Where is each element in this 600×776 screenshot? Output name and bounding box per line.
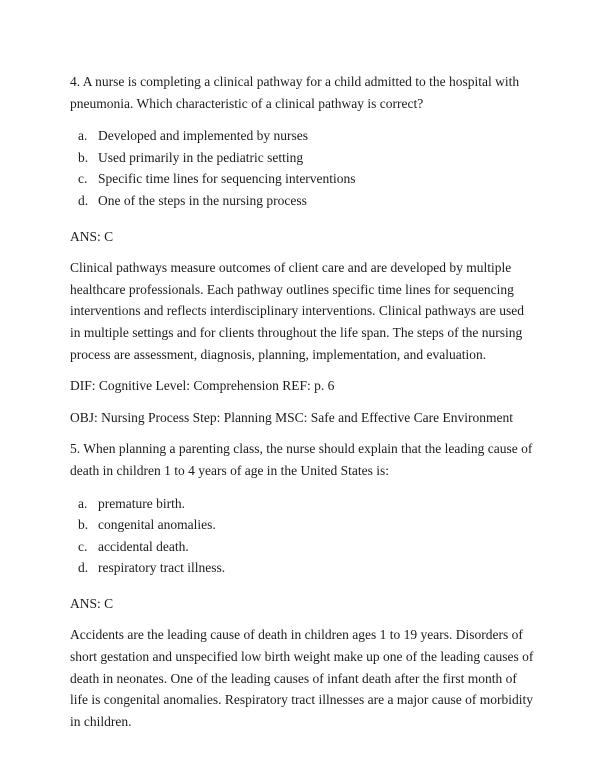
- answer-label: ANS:: [70, 228, 101, 244]
- question-stem: [70, 438, 536, 481]
- option-text: Developed and implemented by nurses: [98, 128, 308, 144]
- answer-value: C: [104, 228, 114, 244]
- option-letter: a.: [78, 495, 88, 511]
- answer-line: [70, 593, 536, 615]
- option-item: [78, 190, 536, 212]
- ref-text: REF: p. 6: [282, 378, 335, 394]
- rationale-text: Clinical pathways measure outcomes of client care and are developed by multiple healthcare professionals. Each pathway outlines specific time lines for sequencing interventions and reflects interdisciplinary interventions. Clinical pathways are used in multiple settings and for clients throughout the life span. The steps of the nursing process are assessment, diagnosis, planning, implementation, and evaluation.: [70, 260, 524, 362]
- option-item: [78, 147, 536, 169]
- dif-text: DIF: Cognitive Level: Comprehension: [70, 378, 279, 394]
- question-block-4: [70, 71, 536, 428]
- options-list: [70, 125, 536, 211]
- option-item: [78, 536, 536, 558]
- option-text: congenital anomalies.: [98, 517, 216, 533]
- option-letter: c.: [78, 538, 88, 554]
- options-list: [70, 493, 536, 579]
- obj-line: [70, 407, 536, 429]
- answer-label: ANS:: [70, 595, 101, 611]
- question-stem: [70, 71, 536, 114]
- option-text: premature birth.: [98, 495, 185, 511]
- option-item: [78, 168, 536, 190]
- question-block-5: [70, 438, 536, 732]
- question-number: 5.: [70, 441, 81, 457]
- option-letter: d.: [78, 192, 89, 208]
- dif-line: [70, 375, 536, 397]
- msc-text: MSC: Safe and Effective Care Environment: [275, 409, 513, 425]
- option-letter: c.: [78, 171, 88, 187]
- option-letter: b.: [78, 149, 89, 165]
- question-number: 4.: [70, 74, 81, 89]
- question-text: When planning a parenting class, the nurse should explain that the leading cause of death in children 1 to 4 years of age in the United States is:: [70, 441, 533, 478]
- option-letter: b.: [78, 517, 89, 533]
- answer-line: [70, 226, 536, 248]
- rationale-text: Accidents are the leading cause of death in children ages 1 to 19 years. Disorders of short gestation and unspecified low birth weight make up one of the leading causes of death in neonates. One of the leading causes of infant death after the first month of life is congenital anomalies. Respiratory tract illnesses are a major cause of morbidity in children.: [70, 627, 534, 729]
- obj-text: OBJ: Nursing Process Step: Planning: [70, 409, 272, 425]
- option-text: Specific time lines for sequencing interventions: [98, 171, 356, 187]
- option-letter: a.: [78, 128, 88, 144]
- option-text: accidental death.: [98, 538, 189, 554]
- option-item: [78, 557, 536, 579]
- option-item: [78, 493, 536, 515]
- option-item: [78, 125, 536, 147]
- option-item: [78, 514, 536, 536]
- option-text: One of the steps in the nursing process: [98, 192, 307, 208]
- question-text: A nurse is completing a clinical pathway for a child admitted to the hospital with pneumonia. Which characteristic of a clinical pathway is correct?: [70, 74, 520, 111]
- option-letter: d.: [78, 560, 89, 576]
- answer-value: C: [104, 595, 114, 611]
- option-text: respiratory tract illness.: [98, 560, 226, 576]
- option-text: Used primarily in the pediatric setting: [98, 149, 304, 165]
